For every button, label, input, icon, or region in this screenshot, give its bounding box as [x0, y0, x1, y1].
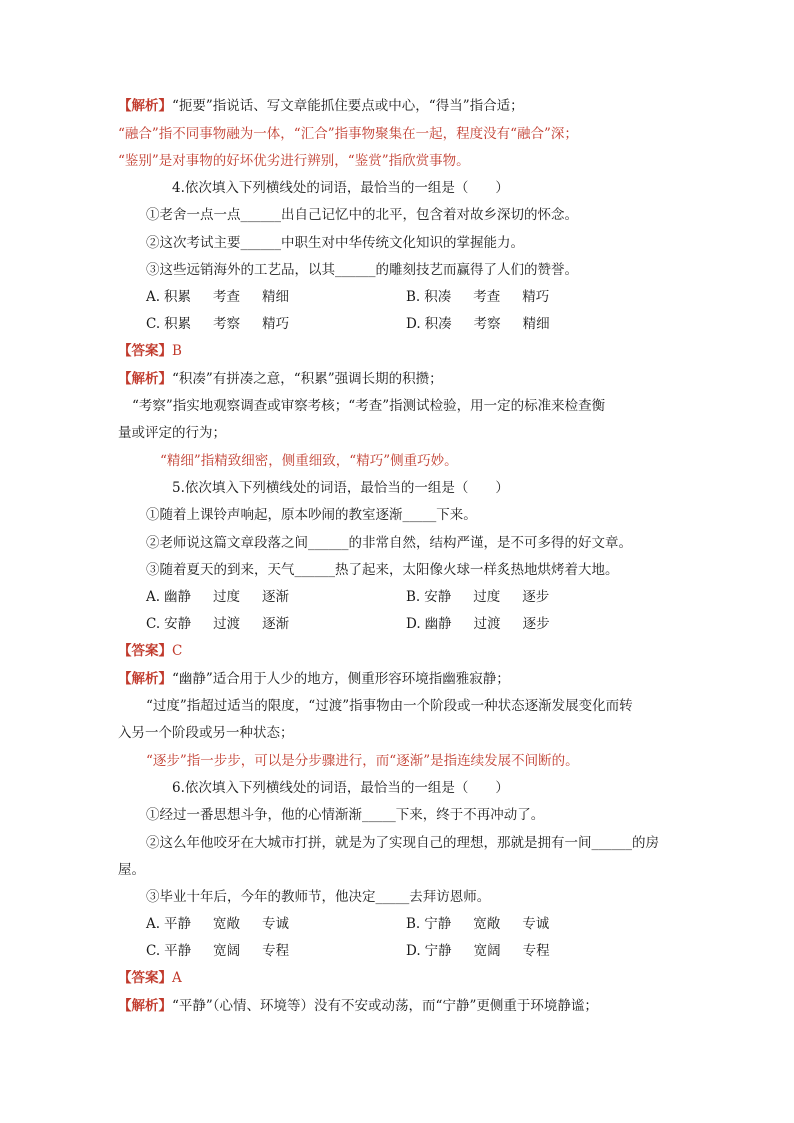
- sentence: ①老舍一点一点______出自己记忆中的北平，包含着对故乡深切的怀念。: [146, 207, 578, 223]
- sentence: ③毕业十年后，今年的教师节，他决定_____去拜访恩师。: [146, 889, 491, 905]
- analysis-line: 【解析】“幽静”适合用于人少的地方，侧重形容环境指幽雅寂静；: [118, 671, 510, 687]
- analysis-line: 入另一个阶段或另一种状态；: [118, 725, 294, 741]
- answer-line: 【答案】A: [118, 970, 182, 986]
- sentence: 屋。: [118, 862, 145, 878]
- analysis-line: “过度”指超过适当的限度，“过渡”指事物由一个阶段或一种状态逐渐发展变化而转: [146, 698, 633, 714]
- analysis-line: 【解析】“积凑”有拼凑之意，“积累”强调长期的积攒；: [118, 371, 443, 387]
- option-b: B. 安静 过度 逐步: [406, 589, 550, 605]
- sentence: ②这么年他咬牙在大城市打拼，就是为了实现自己的理想，那就是拥有一间______的房: [146, 835, 659, 851]
- option-c: C. 安静 过渡 逐渐: [146, 616, 290, 632]
- option-d: D. 幽静 过渡 逐步: [406, 616, 550, 632]
- analysis-line: “融合”指不同事物融为一体，“汇合”指事物聚集在一起，程度没有“融合”深；: [118, 126, 578, 142]
- sentence: ③这些远销海外的工艺品，以其______的雕刻技艺而赢得了人们的赞誉。: [146, 262, 578, 278]
- option-d: D. 宁静 宽阔 专程: [406, 943, 550, 959]
- sentence: ③随着夏天的到来，天气______热了起来，太阳像火球一样炙热地烘烤着大地。: [146, 562, 619, 578]
- analysis-label: 【解析】: [118, 98, 172, 114]
- option-b: B. 积凑 考查 精巧: [406, 289, 550, 305]
- question-stem: 4.依次填入下列横线处的词语，最恰当的一组是（ ）: [172, 180, 509, 196]
- analysis-line: 量或评定的行为；: [118, 425, 226, 441]
- option-b: B. 宁静 宽敞 专诚: [406, 916, 550, 932]
- analysis-line: “考察”指实地观察调查或审察考核；“考查”指测试检验，用一定的标准来检查衡: [132, 398, 606, 414]
- question-stem: 5.依次填入下列横线处的词语，最恰当的一组是（ ）: [172, 480, 509, 496]
- answer-line: 【答案】C: [118, 643, 183, 659]
- option-a: A. 平静 宽敞 专诚: [146, 916, 290, 932]
- sentence: ①随着上课铃声响起，原本吵闹的教室逐渐_____下来。: [146, 507, 477, 523]
- sentence: ①经过一番思想斗争，他的心情渐渐_____下来，终于不再冲动了。: [146, 807, 545, 823]
- question-stem: 6.依次填入下列横线处的词语，最恰当的一组是（ ）: [172, 780, 509, 796]
- analysis-line: “逐步”指一步步，可以是分步骤进行，而“逐渐”是指连续发展不间断的。: [146, 753, 579, 769]
- option-c: C. 积累 考察 精巧: [146, 316, 290, 332]
- analysis-line: 【解析】“扼要”指说话、写文章能抓住要点或中心，“得当”指合适；: [118, 98, 524, 114]
- analysis-line: “鉴别”是对事物的好坏优劣进行辨别，“鉴赏”指欣赏事物。: [118, 153, 470, 169]
- option-a: A. 积累 考查 精细: [146, 289, 290, 305]
- analysis-line: 【解析】“平静”（心情、环境等）没有不安或动荡，而“宁静”更侧重于环境静谧；: [118, 998, 598, 1014]
- sentence: ②老师说这篇文章段落之间______的非常自然，结构严谨，是不可多得的好文章。: [146, 535, 632, 551]
- analysis-line: “精细”指精致细密，侧重细致，“精巧”侧重巧妙。: [160, 453, 458, 469]
- option-c: C. 平静 宽阔 专程: [146, 943, 290, 959]
- option-d: D. 积凑 考察 精细: [406, 316, 550, 332]
- option-a: A. 幽静 过度 逐渐: [146, 589, 290, 605]
- answer-line: 【答案】B: [118, 343, 182, 359]
- sentence: ②这次考试主要______中职生对中华传统文化知识的掌握能力。: [146, 235, 524, 251]
